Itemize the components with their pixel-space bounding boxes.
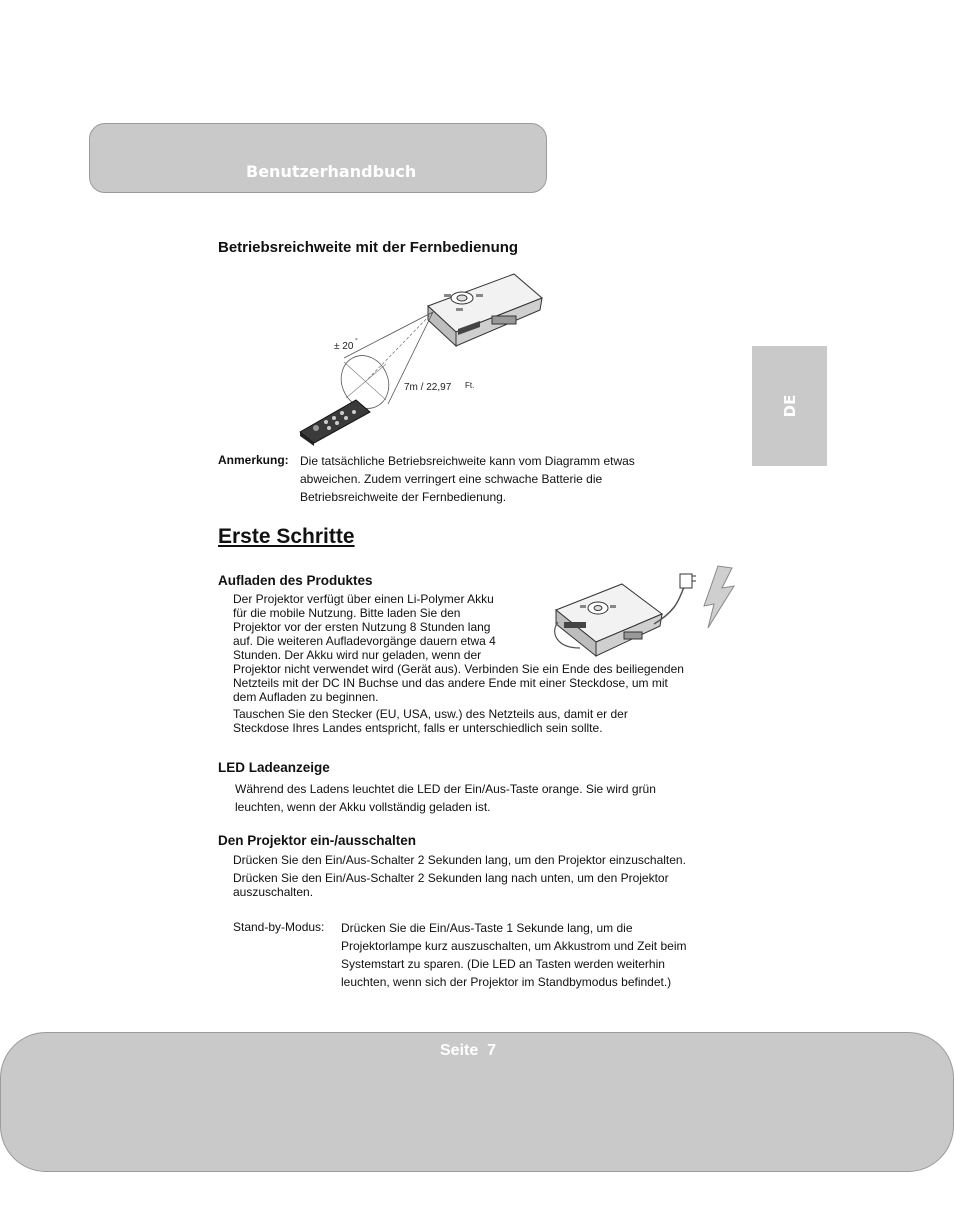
header-tab (89, 123, 547, 193)
standby-line: Projektorlampe kurz auszuschalten, um Akkustrom und Zeit beim (341, 939, 687, 953)
distance-unit: Ft. (465, 381, 475, 390)
power-off-line: Drücken Sie den Ein/Aus-Schalter 2 Sekunden lang nach unten, um den Projektor (233, 871, 669, 885)
charging-text-narrow (233, 592, 533, 662)
signal-beam (333, 312, 433, 416)
page-number: Seite 7 (440, 1042, 497, 1059)
angle-unit: ° (355, 338, 358, 345)
footer-band (0, 1032, 954, 1172)
note-line: abweichen. Zudem verringert eine schwache Batterie die (300, 472, 603, 486)
charging-illustration (550, 562, 738, 662)
angle-label: ± 20 (334, 341, 354, 352)
note-line: Betriebsreichweite der Fernbedienung. (300, 490, 507, 504)
section-title: Erste Schritte (218, 525, 355, 548)
charging-line: Projektor vor der ersten Nutzung 8 Stunden lang (233, 620, 491, 634)
remote-range-diagram (296, 272, 546, 447)
standby-line: leuchten, wenn sich der Projektor im Standbymodus befindet.) (341, 975, 672, 989)
standby-label: Stand-by-Modus: (233, 920, 325, 934)
charging-line: Der Projektor verfügt über einen Li-Polymer Akku (233, 592, 494, 606)
distance-label: 7m / 22,97 (404, 382, 452, 393)
projector-illustration (556, 584, 662, 656)
language-tab (752, 346, 827, 466)
plug-line: Steckdose Ihres Landes entspricht, falls er unterschiedlich sein sollte. (233, 721, 603, 735)
charging-line: Stunden. Der Akku wird nur geladen, wenn der (233, 648, 482, 662)
charging-line: auf. Die weiteren Aufladevorgänge dauern etwa 4 (233, 634, 496, 648)
led-text (235, 780, 656, 816)
remote-illustration (300, 400, 370, 446)
standby-text (341, 919, 686, 991)
charging-heading: Aufladen des Produktes (218, 573, 373, 588)
plug-text (233, 707, 628, 735)
note-line: Die tatsächliche Betriebsreichweite kann vom Diagramm etwas (300, 454, 635, 468)
range-heading: Betriebsreichweite mit der Fernbedienung (218, 239, 519, 256)
charging-line: Netzteils mit der DC IN Buchse und das andere Ende mit einer Steckdose, um mit (233, 676, 668, 690)
note-text (300, 452, 635, 506)
power-on-text: Drücken Sie den Ein/Aus-Schalter 2 Sekunden lang, um den Projektor einzuschalten. (233, 853, 686, 867)
charging-text-wide (233, 662, 684, 704)
standby-line: Systemstart zu sparen. (Die LED an Tasten werden weiterhin (341, 957, 665, 971)
charging-line: Projektor nicht verwendet wird (Gerät aus). Verbinden Sie ein Ende des beiliegenden (233, 662, 684, 676)
note-label: Anmerkung: (218, 453, 289, 467)
led-line: Während des Ladens leuchtet die LED der Ein/Aus-Taste orange. Sie wird grün (235, 782, 656, 796)
power-off-line: auszuschalten. (233, 885, 314, 899)
projector-illustration (428, 274, 542, 346)
led-line: leuchten, wenn der Akku vollständig geladen ist. (235, 800, 491, 814)
charging-line: dem Aufladen zu beginnen. (233, 690, 379, 704)
adapter-plug-icon (680, 574, 692, 588)
power-heading: Den Projektor ein-/ausschalten (218, 833, 417, 848)
charging-line: für die mobile Nutzung. Bitte laden Sie den (233, 606, 461, 620)
lightning-icon (704, 566, 734, 628)
plug-line: Tauschen Sie den Stecker (EU, USA, usw.) des Netzteils aus, damit er der (233, 707, 628, 721)
power-off-text (233, 871, 669, 899)
manual-title: Benutzerhandbuch (246, 162, 417, 181)
language-label: DE (780, 394, 799, 418)
led-heading: LED Ladeanzeige (218, 760, 330, 775)
standby-line: Drücken Sie die Ein/Aus-Taste 1 Sekunde lang, um die (341, 921, 633, 935)
